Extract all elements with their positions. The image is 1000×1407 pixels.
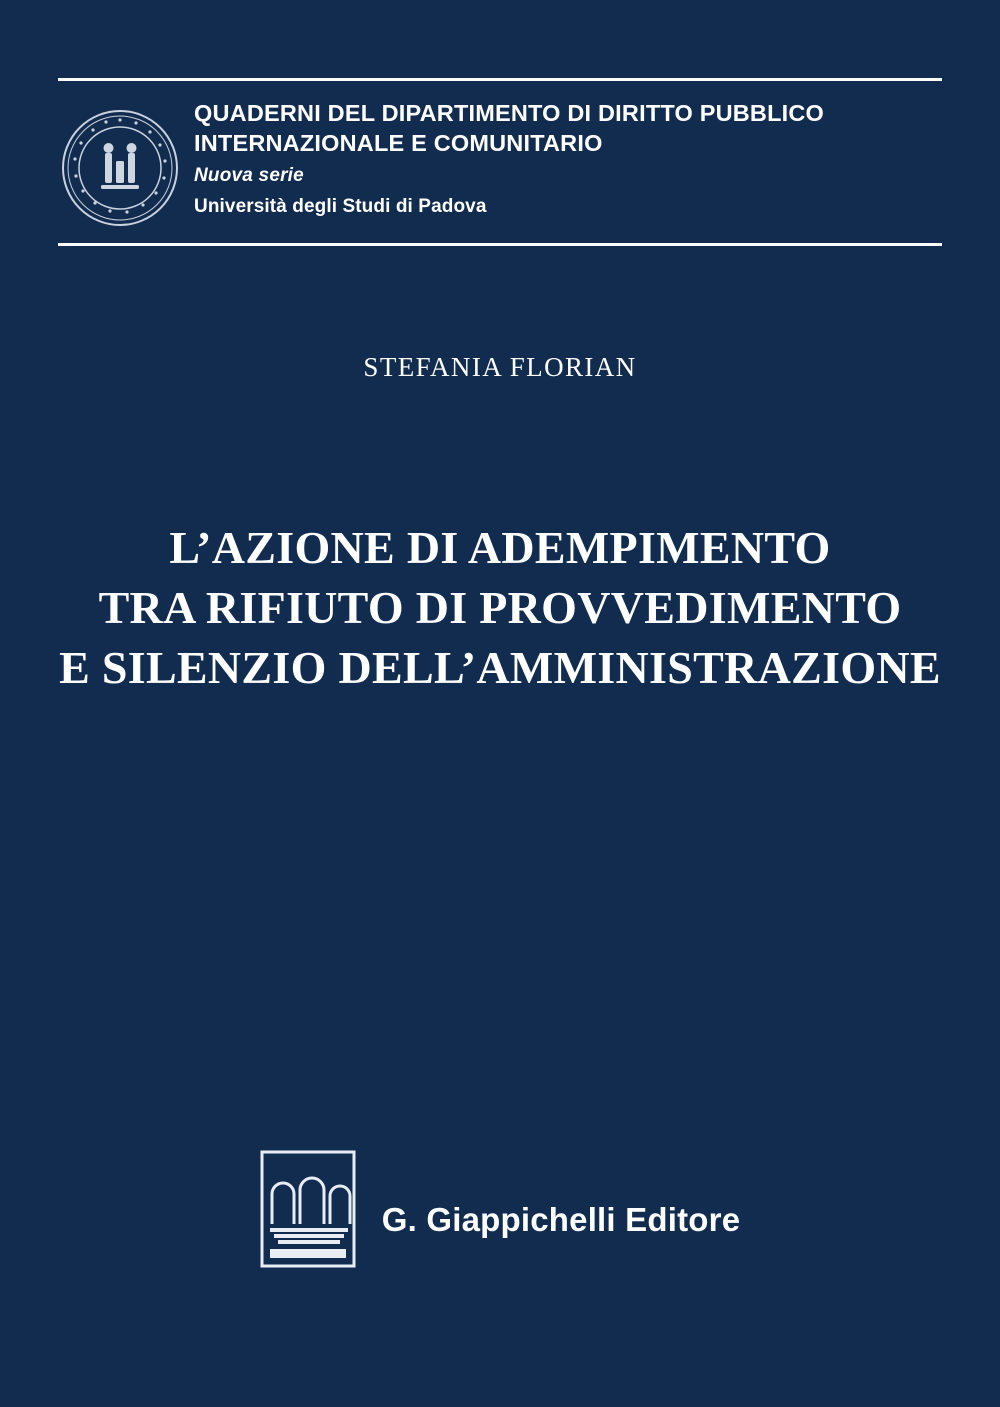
university-name: Università degli Studi di Padova: [194, 196, 487, 218]
university-seal: [58, 99, 182, 227]
title-line-2: TRA RIFIUTO DI PROVVEDIMENTO: [98, 581, 902, 633]
series-title-line-1: QUADERNI DEL DIPARTIMENTO DI DIRITTO PUBBLICO: [194, 100, 825, 126]
series-title: [194, 99, 942, 158]
title-line-1: L’AZIONE DI ADEMPIMENTO: [169, 522, 831, 573]
publisher-logo: [260, 1150, 356, 1268]
author-name: STEFANIA FLORIAN: [363, 352, 637, 382]
giappichelli-arcade-logo-icon: [260, 1150, 356, 1268]
university-seal-icon: [61, 109, 179, 227]
publisher-name: G. Giappichelli Editore: [381, 1201, 741, 1238]
series-title-line-2: INTERNAZIONALE E COMUNITARIO: [194, 129, 603, 156]
publisher-block: [0, 1150, 1000, 1268]
book-title: [0, 518, 1000, 697]
title-line-3: E SILENZIO DELL’AMMINISTRAZIONE: [59, 641, 941, 693]
header-text-block: [182, 99, 942, 218]
series-subtitle: Nuova serie: [194, 165, 304, 187]
header-content: [58, 81, 942, 243]
header-bottom-rule: [58, 243, 942, 246]
cover-header: [58, 78, 942, 246]
